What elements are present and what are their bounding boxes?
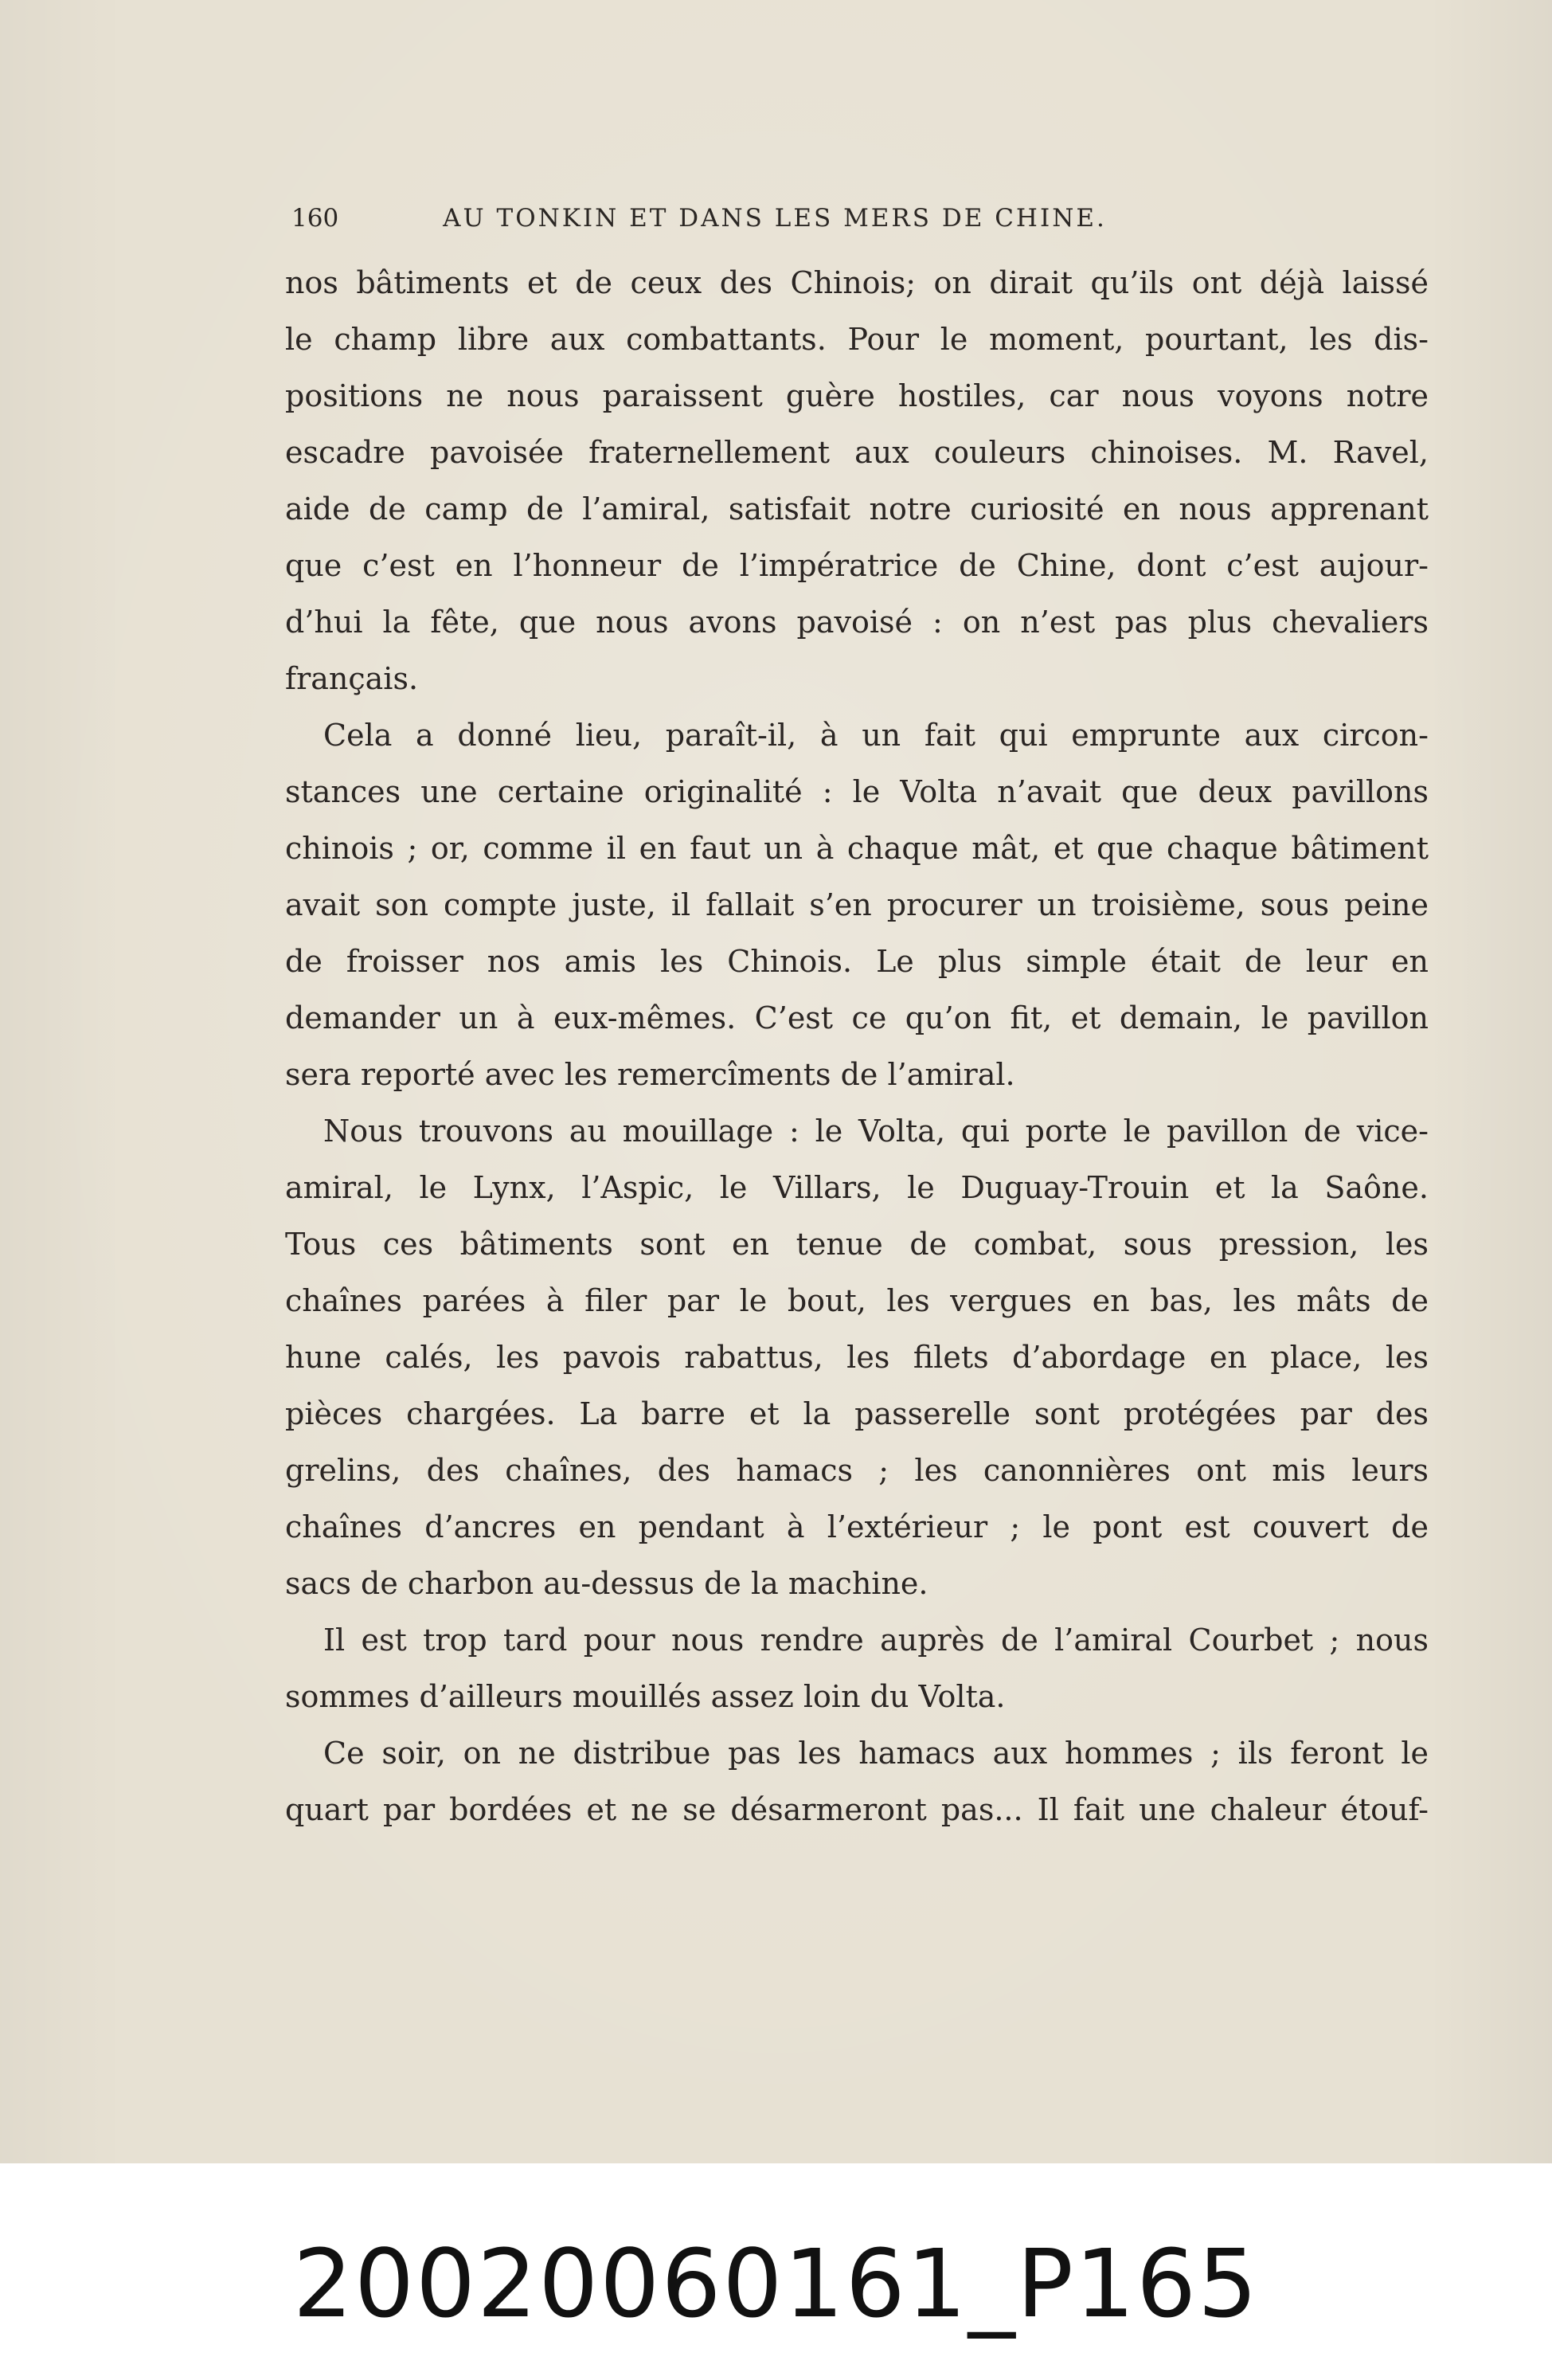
text-line: français. [285, 661, 419, 696]
body-text [285, 255, 1429, 1838]
text-line: hune calés, les pavois rabattus, les filets d’abordage en place, les [285, 1340, 1429, 1375]
page-number: 160 [291, 204, 339, 233]
text-line: Nous trouvons au mouillage : le Volta, qui porte le pavillon de vice- [323, 1114, 1429, 1149]
paragraph-5 [285, 1725, 1429, 1838]
text-line: chaînes d’ancres en pendant à l’extérieur ; le pont est couvert de [285, 1509, 1429, 1544]
text-line: grelins, des chaînes, des hamacs ; les canonnières ont mis leurs [285, 1453, 1429, 1488]
text-line: pièces chargées. La barre et la passerelle sont protégées par des [285, 1396, 1429, 1431]
text-line: Il est trop tard pour nous rendre auprès de l’amiral Courbet ; nous [323, 1623, 1429, 1658]
text-line: aide de camp de l’amiral, satisfait notre curiosité en nous apprenant [285, 491, 1429, 526]
running-title: AU TONKIN ET DANS LES MERS DE CHINE. [443, 204, 1107, 233]
paragraph-3 [285, 1103, 1429, 1612]
catalog-caption [0, 2163, 1552, 2380]
text-line: le champ libre aux combattants. Pour le moment, pourtant, les dis- [285, 322, 1429, 357]
text-line: sommes d’ailleurs mouillés assez loin du Volta. [285, 1679, 1006, 1714]
paragraph-4 [285, 1612, 1429, 1725]
text-line: d’hui la fête, que nous avons pavoisé : on n’est pas plus chevaliers [285, 605, 1429, 640]
text-line: que c’est en l’honneur de l’impératrice de Chine, dont c’est aujour- [285, 548, 1429, 583]
page-header [291, 199, 1234, 237]
text-line: sera reporté avec les remercîments de l’amiral. [285, 1057, 1015, 1092]
text-line: escadre pavoisée fraternellement aux couleurs chinoises. M. Ravel, [285, 435, 1429, 470]
text-line: amiral, le Lynx, l’Aspic, le Villars, le Duguay-Trouin et la Saône. [285, 1170, 1429, 1205]
catalog-id: 20020060161_P165 [292, 2229, 1260, 2339]
text-line: stances une certaine originalité : le Volta n’avait que deux pavillons [285, 774, 1429, 809]
paragraph-2 [285, 707, 1429, 1103]
text-line: chaînes parées à filer par le bout, les vergues en bas, les mâts de [285, 1283, 1429, 1318]
text-line: Tous ces bâtiments sont en tenue de combat, sous pression, les [285, 1227, 1429, 1262]
text-line: positions ne nous paraissent guère hostiles, car nous voyons notre [285, 378, 1429, 413]
paragraph-1 [285, 255, 1429, 707]
text-line: chinois ; or, comme il en faut un à chaque mât, et que chaque bâtiment [285, 831, 1429, 866]
text-line: nos bâtiments et de ceux des Chinois; on dirait qu’ils ont déjà laissé [285, 265, 1429, 300]
text-line: Cela a donné lieu, paraît-il, à un fait qui emprunte aux circon- [323, 718, 1429, 753]
text-line: demander un à eux-mêmes. C’est ce qu’on fit, et demain, le pavillon [285, 1000, 1429, 1035]
text-line: Ce soir, on ne distribue pas les hamacs aux hommes ; ils feront le [323, 1736, 1429, 1771]
text-line: sacs de charbon au-dessus de la machine. [285, 1566, 928, 1601]
text-line: quart par bordées et ne se désarmeront pas... Il fait une chaleur étouf- [285, 1792, 1429, 1827]
text-line: avait son compte juste, il fallait s’en procurer un troisième, sous peine [285, 887, 1429, 922]
text-line: de froisser nos amis les Chinois. Le plus simple était de leur en [285, 944, 1429, 979]
